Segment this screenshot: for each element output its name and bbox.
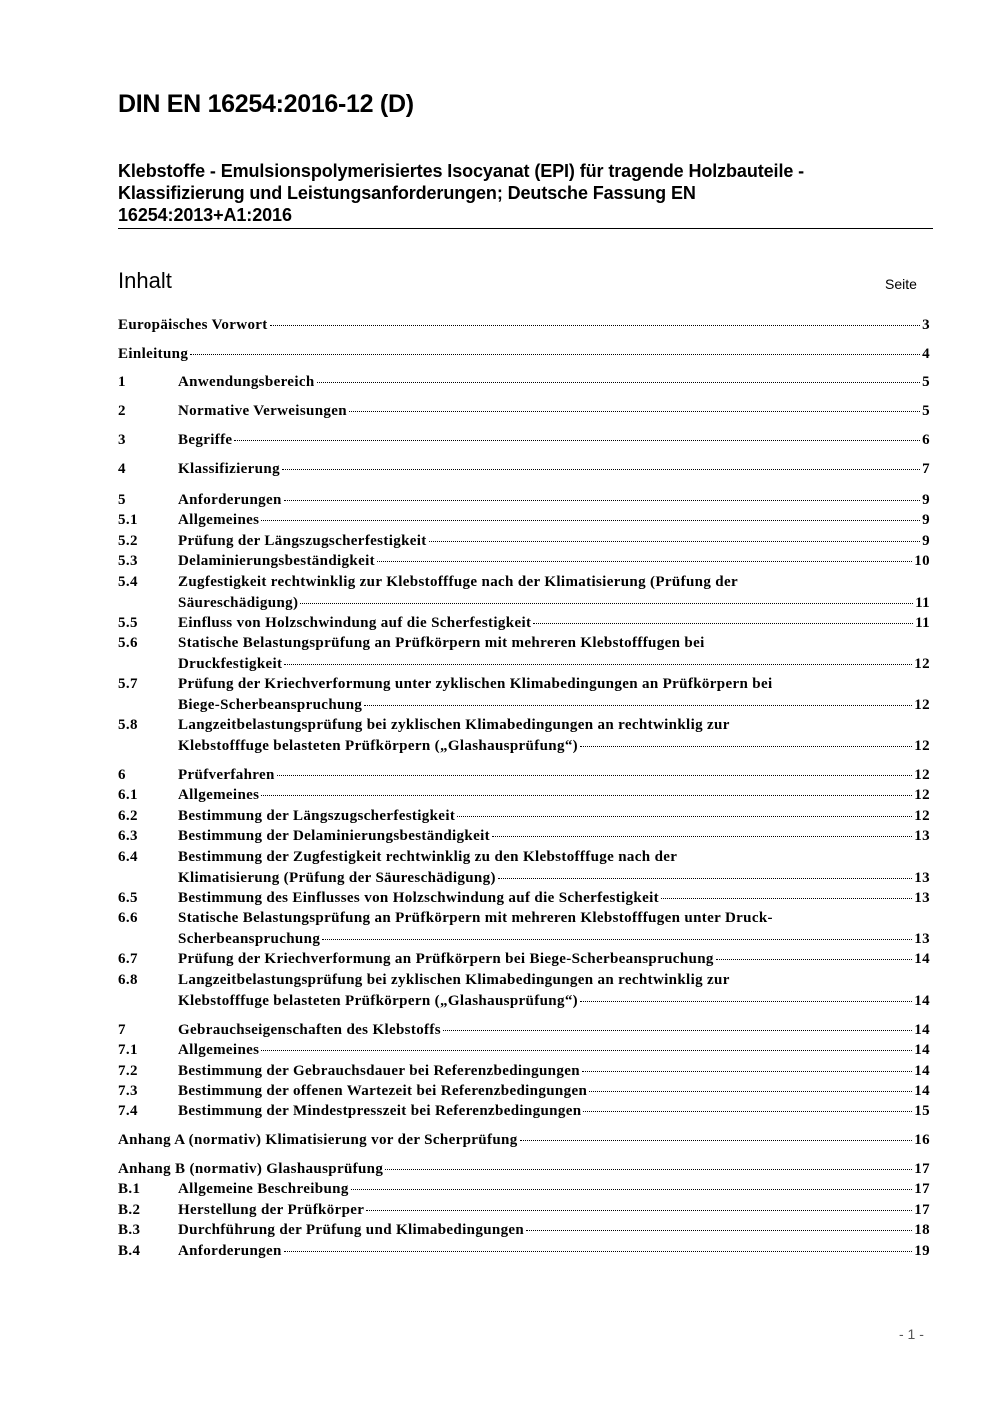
dot-leader bbox=[261, 795, 912, 796]
toc-entry-page: 17 bbox=[914, 1161, 930, 1177]
toc-entry[interactable] bbox=[118, 633, 930, 674]
toc-entry[interactable] bbox=[118, 674, 930, 715]
toc-entry[interactable] bbox=[118, 315, 930, 336]
toc-entry-page: 12 bbox=[914, 808, 930, 824]
dot-leader bbox=[234, 440, 920, 441]
dot-leader bbox=[366, 1210, 912, 1211]
toc-entry-page: 5 bbox=[922, 403, 930, 419]
toc-entry-title: Biege-Scherbeanspruchung bbox=[178, 696, 363, 713]
toc-entry-number: B.2 bbox=[118, 1202, 141, 1218]
toc-entry[interactable] bbox=[118, 490, 930, 511]
toc-entry-page: 7 bbox=[922, 461, 930, 477]
toc-entry[interactable] bbox=[118, 888, 930, 909]
toc-entry-page: 17 bbox=[914, 1202, 930, 1218]
toc-entry[interactable] bbox=[118, 1020, 930, 1041]
subtitle-line: Klebstoffe - Emulsionspolymerisiertes Isocyanat (EPI) für tragende Holzbauteile - bbox=[118, 161, 805, 181]
toc-entry[interactable] bbox=[118, 970, 930, 1011]
toc-entry-title: Klimatisierung (Prüfung der Säureschädigung) bbox=[178, 869, 496, 886]
toc-entry-number: 5.5 bbox=[118, 615, 138, 631]
toc-entry-page: 4 bbox=[922, 346, 930, 362]
toc-entry-number: 7 bbox=[118, 1022, 126, 1038]
toc-entry[interactable] bbox=[118, 1220, 930, 1241]
toc-entry-number: 5.7 bbox=[118, 676, 138, 692]
toc-entry-title-line: Langzeitbelastungsprüfung bei zyklischen Klimabedingungen an rechtwinklig zur bbox=[178, 717, 730, 733]
document-subtitle bbox=[118, 160, 918, 226]
dot-leader bbox=[443, 1030, 912, 1031]
page-number: - 1 - bbox=[899, 1326, 924, 1342]
dot-leader bbox=[580, 746, 912, 747]
toc-entry[interactable] bbox=[118, 908, 930, 949]
toc-entry-page: 14 bbox=[914, 1063, 930, 1079]
toc-entry-page: 14 bbox=[914, 951, 930, 967]
toc-entry-number: 5 bbox=[118, 492, 126, 508]
toc-entry[interactable] bbox=[118, 715, 930, 756]
toc-entry-title: Einfluss von Holzschwindung auf die Scherfestigkeit bbox=[178, 615, 532, 631]
toc-entry-title: Allgemeines bbox=[178, 787, 260, 803]
dot-leader bbox=[284, 500, 920, 501]
toc-entry-page: 10 bbox=[914, 553, 930, 569]
dot-leader bbox=[261, 520, 920, 521]
toc-entry-number: 6.3 bbox=[118, 828, 138, 844]
dot-leader bbox=[284, 664, 912, 665]
toc-entry-title: Europäisches Vorwort bbox=[118, 317, 268, 333]
dot-leader bbox=[661, 898, 912, 899]
toc-entry-title: Durchführung der Prüfung und Klimabedingungen bbox=[178, 1222, 525, 1238]
toc-entry[interactable] bbox=[118, 785, 930, 806]
toc-entry-title: Bestimmung der Mindestpresszeit bei Referenzbedingungen bbox=[178, 1103, 582, 1119]
toc-entry-title-line: Statische Belastungsprüfung an Prüfkörpern mit mehreren Klebstofffugen bei bbox=[178, 635, 705, 651]
toc-entry[interactable] bbox=[118, 765, 930, 786]
toc-entry-title: Allgemeines bbox=[178, 1042, 260, 1058]
dot-leader bbox=[270, 325, 920, 326]
toc-entry-number: 3 bbox=[118, 432, 126, 448]
toc-entry[interactable] bbox=[118, 1179, 930, 1200]
dot-leader bbox=[457, 816, 912, 817]
dot-leader bbox=[190, 354, 920, 355]
toc-entry-page: 5 bbox=[922, 374, 930, 390]
toc-entry-title-line: Langzeitbelastungsprüfung bei zyklischen Klimabedingungen an rechtwinklig zur bbox=[178, 972, 730, 988]
toc-entry[interactable] bbox=[118, 949, 930, 970]
toc-entry[interactable] bbox=[118, 401, 930, 422]
toc-entry-title-line: Prüfung der Kriechverformung unter zyklischen Klimabedingungen an Prüfkörpern bei bbox=[178, 676, 773, 692]
dot-leader bbox=[583, 1111, 912, 1112]
toc-entry-page: 12 bbox=[914, 767, 930, 783]
toc-entry[interactable] bbox=[118, 531, 930, 552]
dot-leader bbox=[300, 603, 913, 604]
toc-entry[interactable] bbox=[118, 344, 930, 365]
toc-entry-number: 5.8 bbox=[118, 717, 138, 733]
toc-entry-number: 2 bbox=[118, 403, 126, 419]
dot-leader bbox=[526, 1230, 912, 1231]
toc-entry[interactable] bbox=[118, 1200, 930, 1221]
toc-entry-number: 6.5 bbox=[118, 890, 138, 906]
dot-leader bbox=[284, 1251, 913, 1252]
dot-leader bbox=[322, 939, 912, 940]
toc-entry-page: 3 bbox=[922, 317, 930, 333]
toc-entry-page: 13 bbox=[914, 930, 930, 947]
toc-entry-page: 19 bbox=[914, 1243, 930, 1259]
dot-leader bbox=[261, 1050, 912, 1051]
toc-entry-page: 11 bbox=[915, 594, 930, 611]
toc-entry-page: 12 bbox=[914, 696, 930, 713]
toc-entry-title: Prüfung der Längszugscherfestigkeit bbox=[178, 533, 427, 549]
toc-entry-number: 4 bbox=[118, 461, 126, 477]
toc-entry-title: Anforderungen bbox=[178, 1243, 282, 1259]
toc-entry-number: 1 bbox=[118, 374, 126, 390]
dot-leader bbox=[582, 1071, 912, 1072]
toc-entry-number: 6.7 bbox=[118, 951, 138, 967]
toc-entry-number: 5.3 bbox=[118, 553, 138, 569]
toc-entry-title: Bestimmung des Einflusses von Holzschwindung auf die Scherfestigkeit bbox=[178, 890, 659, 906]
toc-entry-page: 13 bbox=[914, 828, 930, 844]
toc-entry-page: 14 bbox=[914, 1042, 930, 1058]
dot-leader bbox=[520, 1140, 913, 1141]
toc-entry-title: Delaminierungsbeständigkeit bbox=[178, 553, 375, 569]
toc-entry-number: 5.1 bbox=[118, 512, 138, 528]
dot-leader bbox=[492, 836, 912, 837]
toc-entry-number: 6.8 bbox=[118, 972, 138, 988]
toc-entry[interactable] bbox=[118, 847, 930, 888]
toc-entry-title: Gebrauchseigenschaften des Klebstoffs bbox=[178, 1022, 441, 1038]
dot-leader bbox=[349, 411, 920, 412]
toc-entry-number: 7.2 bbox=[118, 1063, 138, 1079]
toc-entry-page: 18 bbox=[914, 1222, 930, 1238]
toc-entry[interactable] bbox=[118, 510, 930, 531]
toc-entry[interactable] bbox=[118, 372, 930, 393]
toc-entry-page: 16 bbox=[914, 1132, 930, 1148]
toc-entry-page: 9 bbox=[922, 492, 930, 508]
toc-entry-title: Normative Verweisungen bbox=[178, 403, 347, 419]
toc-entry[interactable] bbox=[118, 430, 930, 451]
toc-entry-title: Klebstofffuge belasteten Prüfkörpern („Glashausprüfung“) bbox=[178, 737, 579, 754]
toc-entry[interactable] bbox=[118, 806, 930, 827]
toc-entry[interactable] bbox=[118, 551, 930, 572]
toc-entry-number: 6.6 bbox=[118, 910, 138, 926]
toc-entry-title: Anforderungen bbox=[178, 492, 282, 508]
toc-entry-number: 5.6 bbox=[118, 635, 138, 651]
dot-leader bbox=[277, 775, 913, 776]
dot-leader bbox=[282, 469, 920, 470]
toc-entry-title: Bestimmung der Gebrauchsdauer bei Referenzbedingungen bbox=[178, 1063, 580, 1079]
toc-entry-title: Anhang A (normativ) Klimatisierung vor der Scherprüfung bbox=[118, 1132, 518, 1148]
toc-entry-page: 9 bbox=[922, 512, 930, 528]
toc-entry-title: Prüfverfahren bbox=[178, 767, 275, 783]
document-title: DIN EN 16254:2016-12 (D) bbox=[118, 90, 414, 118]
toc-entry-title: Einleitung bbox=[118, 346, 189, 362]
toc-entry-title: Anhang B (normativ) Glashausprüfung bbox=[118, 1161, 384, 1177]
toc-entry-page: 14 bbox=[914, 1083, 930, 1099]
dot-leader bbox=[498, 878, 913, 879]
toc-entry-number: B.4 bbox=[118, 1243, 141, 1259]
toc-entry-title-line: Zugfestigkeit rechtwinklig zur Klebstofffuge nach der Klimatisierung (Prüfung der bbox=[178, 574, 738, 590]
toc-entry[interactable] bbox=[118, 613, 930, 634]
toc-entry-page: 13 bbox=[914, 869, 930, 886]
toc-entry-page: 12 bbox=[914, 655, 930, 672]
toc-entry-title: Prüfung der Kriechverformung an Prüfkörpern bei Biege-Scherbeanspruchung bbox=[178, 951, 714, 967]
toc-entry[interactable] bbox=[118, 1081, 930, 1102]
dot-leader bbox=[364, 705, 912, 706]
toc-entry-title: Allgemeine Beschreibung bbox=[178, 1181, 349, 1197]
toc-entry-title: Klebstofffuge belasteten Prüfkörpern („Glashausprüfung“) bbox=[178, 992, 579, 1009]
toc-entry-title: Bestimmung der Delaminierungsbeständigkeit bbox=[178, 828, 490, 844]
toc-entry[interactable] bbox=[118, 1241, 930, 1262]
toc-entry-number: 6.1 bbox=[118, 787, 138, 803]
toc-entry-page: 14 bbox=[914, 1022, 930, 1038]
toc-entry-title: Druckfestigkeit bbox=[178, 655, 283, 672]
toc-entry-page: 13 bbox=[914, 890, 930, 906]
toc-entry-title: Bestimmung der Längszugscherfestigkeit bbox=[178, 808, 456, 824]
toc-entry-number: B.3 bbox=[118, 1222, 141, 1238]
toc-entry-number: 7.3 bbox=[118, 1083, 138, 1099]
toc-entry-title: Klassifizierung bbox=[178, 461, 280, 477]
toc-entry-title: Begriffe bbox=[178, 432, 233, 448]
dot-leader bbox=[429, 541, 921, 542]
title-divider bbox=[118, 228, 933, 229]
toc-entry-number: 6.2 bbox=[118, 808, 138, 824]
toc-entry-number: 7.4 bbox=[118, 1103, 138, 1119]
dot-leader bbox=[716, 959, 913, 960]
toc-entry-number: 7.1 bbox=[118, 1042, 138, 1058]
toc-entry[interactable] bbox=[118, 1130, 930, 1151]
toc-entry-page: 14 bbox=[914, 992, 930, 1009]
toc-entry-number: 6 bbox=[118, 767, 126, 783]
toc-entry-title: Herstellung der Prüfkörper bbox=[178, 1202, 365, 1218]
toc-entry-title: Scherbeanspruchung bbox=[178, 930, 321, 947]
toc-entry-page: 6 bbox=[922, 432, 930, 448]
toc-entry-number: 5.2 bbox=[118, 533, 138, 549]
toc-entry-number: 6.4 bbox=[118, 849, 138, 865]
toc-entry[interactable] bbox=[118, 1101, 930, 1122]
toc-entry-title-line: Bestimmung der Zugfestigkeit rechtwinklig zu den Klebstofffuge nach der bbox=[178, 849, 678, 865]
dot-leader bbox=[533, 623, 913, 624]
toc-entry-title: Säureschädigung) bbox=[178, 594, 299, 611]
toc-entry[interactable] bbox=[118, 826, 930, 847]
toc-entry-page: 9 bbox=[922, 533, 930, 549]
toc-entry-title: Bestimmung der offenen Wartezeit bei Referenzbedingungen bbox=[178, 1083, 588, 1099]
toc-entry-page: 15 bbox=[914, 1103, 930, 1119]
dot-leader bbox=[317, 382, 921, 383]
toc-entry[interactable] bbox=[118, 1061, 930, 1082]
toc-entry[interactable] bbox=[118, 1159, 930, 1180]
dot-leader bbox=[580, 1001, 912, 1002]
subtitle-line: 16254:2013+A1:2016 bbox=[118, 205, 292, 225]
toc-entry-page: 12 bbox=[914, 787, 930, 803]
toc-entry-number: 5.4 bbox=[118, 574, 138, 590]
toc-entry[interactable] bbox=[118, 459, 930, 480]
toc-heading: Inhalt bbox=[118, 268, 172, 293]
toc-entry-page: 11 bbox=[915, 615, 930, 631]
dot-leader bbox=[589, 1091, 912, 1092]
toc-entry[interactable] bbox=[118, 1040, 930, 1061]
toc-entry-page: 17 bbox=[914, 1181, 930, 1197]
toc-entry-title: Anwendungsbereich bbox=[178, 374, 315, 390]
subtitle-line: Klassifizierung und Leistungsanforderungen; Deutsche Fassung EN bbox=[118, 183, 696, 203]
toc-entry[interactable] bbox=[118, 572, 930, 613]
toc-entry-title-line: Statische Belastungsprüfung an Prüfkörpern mit mehreren Klebstofffugen unter Druck- bbox=[178, 910, 773, 926]
dot-leader bbox=[351, 1189, 913, 1190]
page-column-label: Seite bbox=[885, 276, 917, 292]
toc-entry-title: Allgemeines bbox=[178, 512, 260, 528]
dot-leader bbox=[385, 1169, 912, 1170]
toc-entry-page: 12 bbox=[914, 737, 930, 754]
dot-leader bbox=[377, 561, 912, 562]
toc-entry-number: B.1 bbox=[118, 1181, 141, 1197]
